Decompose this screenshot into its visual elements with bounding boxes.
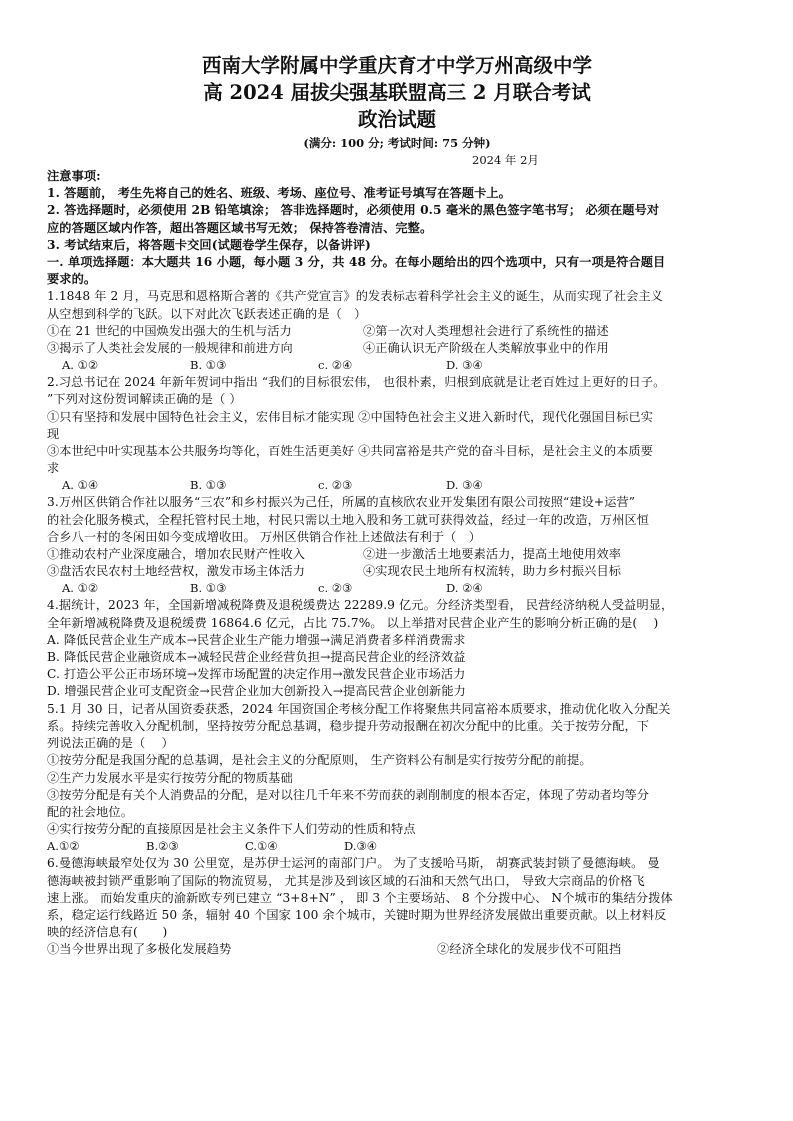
q6-statement: ①当今世界出现了多极化发展趋势 [47, 942, 232, 957]
q3-stem: 3.万州区供销合作社以服务“三农”和乡村振兴为己任，所属的直核欣农业开发集团有限公司按照“建设+运营” [47, 495, 636, 510]
notice-item: 1. 答题前， 考生先将自己的姓名、班级、考场、座位号、准考证号填写在答题卡上。 [47, 186, 511, 201]
q3-statement: ③盘活农民农村土地经营权，激发市场主体活力 [47, 564, 306, 579]
q6-stem: 德海峡被封锁严重影响了国际的物流贸易， 尤其是涉及到该区域的石油和天然气出口， 导致大宗商品的价格飞 [47, 873, 645, 888]
q5-stem: 5.1 月 30 日，记者从国资委获悉，2024 年国资国企考核分配工作将聚焦共同富裕本质要求，推动优化收入分配关 [47, 701, 671, 716]
q3-statement: ②进一步激活土地要素活力，提高土地使用效率 [363, 547, 622, 562]
subject-title: 政治试题 [357, 108, 436, 131]
notice-item: 应的答题区域内作答，超出答题区域书写无效； 保持答卷清洁、完整。 [47, 220, 433, 235]
q5-stem: 列说法正确的是（ ） [47, 736, 174, 751]
school-title: 西南大学附属中学重庆育才中学万州高级中学 [201, 54, 592, 77]
q5-statement: ③按劳分配是有关个人消费品的分配，是对以往几千年来不劳而获的剥削制度的根本否定，体现了劳动者均等分 [47, 787, 650, 802]
q2-option-a: A. ①④ [62, 478, 99, 493]
q1-statements-row [47, 340, 747, 357]
q3-stem: 合乡八一村的冬闲田如今变成增收田。 万州区供销合作社上述做法有利于（ ） [47, 529, 482, 544]
q1-statements-row [47, 323, 747, 340]
q6-stem: 速上涨。 而始发重庆的渝新欧专列已建立 “3+8+N” ， 即 3 个主要场站、 8 个分拨中心、 N个城市的集结分拨体 [47, 890, 673, 905]
q3-option-d: D. ②④ [446, 581, 483, 596]
q6-statement: ②经济全球化的发展步伐不可阻挡 [437, 942, 622, 957]
q1-option-a: A. ①② [62, 358, 99, 373]
q3-statement: ①推动农村产业深度融合，增加农民财产性收入 [47, 547, 306, 562]
q3-option-b: B. ①③ [190, 581, 227, 596]
q2-stem: 2.习总书记在 2024 年新年贺词中指出 “我们的目标很宏伟， 也很朴素，归根到底就是让老百姓过上更好的日子。 [47, 375, 666, 390]
q1-options [47, 357, 747, 374]
q2-options [47, 477, 747, 494]
q4-option-c: C. 打造公平公正市场环境→发挥市场配置的决定作用→激发民营企业市场活力 [47, 667, 466, 682]
q2-statement: 现 [47, 426, 60, 441]
q6-statements-row [47, 941, 747, 958]
q1-stem: 1.1848 年 2 月，马克思和恩格斯合著的《共产党宣言》的发表标志着科学社会主义的诞生，从而实现了社会主义 [47, 289, 663, 304]
q5-option-b: B.②③ [146, 839, 179, 854]
q4-stem: 4.据统计，2023 年，全国新增减税降费及退税缓费达 22289.9 亿元。分经济类型看， 民营经济纳税人受益明显， [47, 598, 674, 613]
q2-option-d: D. ③④ [446, 478, 483, 493]
q1-statement: ④正确认识无产阶级在人类解放事业中的作用 [363, 341, 609, 356]
q3-option-c: c. ②③ [318, 581, 353, 596]
q2-statement: 求 [47, 461, 60, 476]
q1-option-b: B. ①③ [190, 358, 227, 373]
q3-statements-row [47, 563, 747, 580]
q1-statement: ①在 21 世纪的中国焕发出强大的生机与活力 [47, 323, 292, 338]
q2-option-c: c. ②③ [318, 478, 353, 493]
q5-statement: ④实行按劳分配的直接原因是社会主义条件下人们劳动的性质和特点 [47, 822, 416, 837]
q2-statement: ①只有坚持和发展中国特色社会主义，宏伟目标才能实现 ②中国特色社会主义进入新时代，现代化强国目标已实 [47, 409, 654, 424]
q2-option-b: B. ①③ [190, 478, 227, 493]
notice-item: 3. 考试结束后，将答题卡交回(试题卷学生保存，以备讲评) [47, 237, 371, 252]
q3-options [47, 580, 747, 597]
q5-statement: 配的社会地位。 [47, 804, 134, 819]
exam-date: 2024 年 2月 [472, 153, 539, 167]
q3-option-a: A. ①② [62, 581, 99, 596]
q3-stem: 的社会化服务模式，全程托管村民土地，村民只需以土地入股和务工就可获得效益，经过一年的改造，万州区恒 [47, 512, 650, 527]
q4-option-a: A. 降低民营企业生产成本→民营企业生产能力增强→满足消费者多样消费需求 [47, 632, 466, 647]
q5-option-d: D.③④ [344, 839, 378, 854]
notice-item: 2. 答选择题时，必须使用 2B 铅笔填涂； 答非选择题时，必须使用 0.5 毫米的黑色签字笔书写； 必须在题号对 [47, 203, 660, 218]
exam-page [47, 50, 747, 959]
q5-option-c: C.①④ [245, 839, 278, 854]
q5-statement: ①按劳分配是我国分配的总基调，是社会主义的分配原则， 生产资料公有制是实行按劳分配的前提。 [47, 753, 592, 768]
q1-option-c: c. ②④ [318, 358, 353, 373]
q4-stem: 全年新增减税降费及退税缓费 16864.6 亿元，占比 75.7%。 以上举措对民营企业产生的影响分析正确的是( ) [47, 615, 659, 630]
section-heading-cont: 要求的。 [47, 272, 97, 287]
q5-options [47, 838, 747, 855]
q6-stem: 6.曼德海峡最窄处仅为 30 公里宽，是苏伊士运河的南部门户。 为了支援哈马斯， 胡赛武装封锁了曼德海峡。 曼 [47, 856, 660, 871]
q2-stem: ”下列对这份贺词解读正确的是（ ） [47, 392, 242, 407]
q6-stem: 映的经济信息有( ) [47, 925, 168, 940]
q6-stem: 系，稳定运行线路近 50 条，辐射 40 个国家 100 余个城市，关键时期为世界经济发展做出重要贡献。以上材料反 [47, 907, 667, 922]
q4-option-d: D. 增强民营企业可支配资金→民营企业加大创新投入→提高民营企业创新能力 [47, 684, 466, 699]
section-heading: 一. 单项选择题：本大题共 16 小题，每小题 3 分，共 48 分。在每小题给出的四个选项中，只有一项是符合题目 [47, 255, 666, 270]
q2-statement: ③本世纪中叶实现基本公共服务均等化，百姓生活更美好 ④共同富裕是共产党的奋斗目标，是社会主义的本质要 [47, 444, 654, 459]
q1-statement: ②第一次对人类理想社会进行了系统性的描述 [363, 323, 609, 338]
q3-statements-row [47, 546, 747, 563]
q1-option-d: D. ③④ [446, 358, 483, 373]
q1-statement: ③揭示了人类社会发展的一般规律和前进方向 [47, 341, 293, 356]
q4-option-b: B. 降低民营企业融资成本→减轻民营企业经营负担→提高民营企业的经济效益 [47, 650, 466, 665]
exam-title: 高 2024 届拔尖强基联盟高三 2 月联合考试 [203, 81, 591, 104]
notice-heading: 注意事项: [47, 169, 101, 183]
q5-stem: 系。持续完善收入分配机制，坚持按劳分配总基调，稳步提升劳动报酬在初次分配中的比重。关于按劳分配，下 [47, 718, 650, 733]
q5-statement: ②生产力发展水平是实行按劳分配的物质基础 [47, 770, 293, 785]
q5-option-a: A.①② [47, 839, 80, 854]
q3-statement: ④实现农民土地所有权流转，助力乡村振兴目标 [363, 564, 622, 579]
exam-meta: (满分: 100 分; 考试时间: 75 分钟) [303, 136, 491, 150]
q1-stem: 从空想到科学的飞跃。以下对此次飞跃表述正确的是（ ） [47, 306, 367, 321]
